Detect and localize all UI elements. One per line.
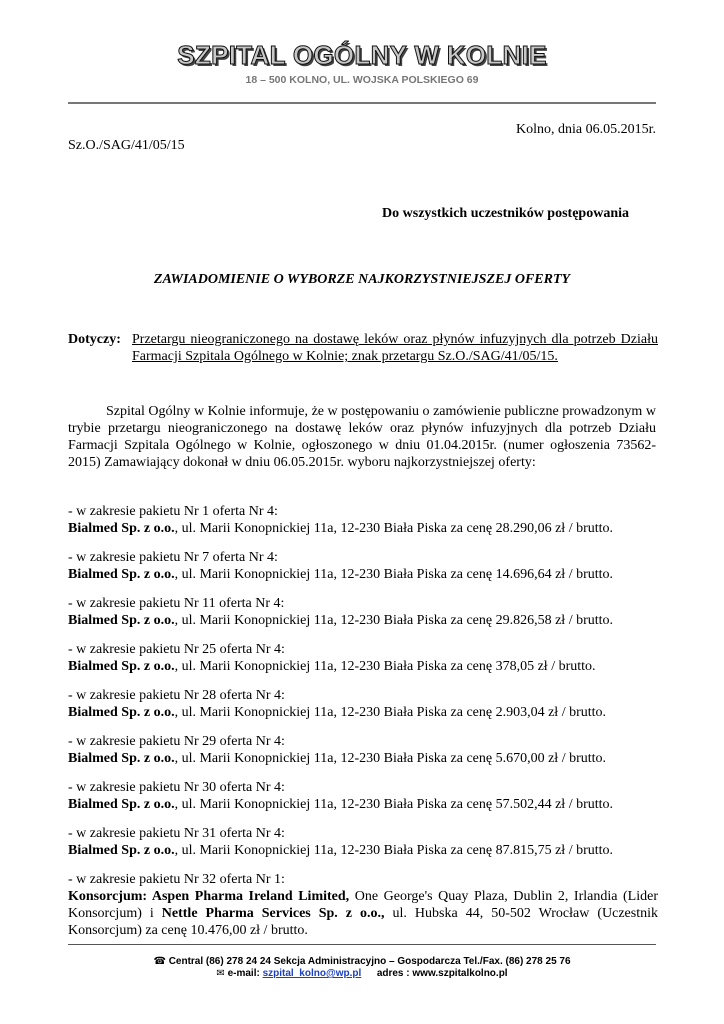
addressee: Do wszystkich uczestników postępowania xyxy=(382,206,629,221)
award-firm: Bialmed Sp. z o.o. xyxy=(68,521,175,536)
award-detail xyxy=(68,888,658,939)
award-item xyxy=(68,549,658,583)
award-scope: - w zakresie pakietu Nr 1 oferta Nr 4: xyxy=(68,504,278,519)
email-label: e-mail: xyxy=(227,968,260,979)
award-detail xyxy=(68,704,658,721)
award-scope: - w zakresie pakietu Nr 7 oferta Nr 4: xyxy=(68,550,278,565)
award-item xyxy=(68,825,658,859)
award-item-consortium xyxy=(68,871,658,939)
award-item xyxy=(68,503,658,537)
award-detail xyxy=(68,842,658,859)
body-paragraph: Szpital Ogólny w Kolnie informuje, że w postępowaniu o zamówienie publiczne prowadzonym w trybie przetargu nieograniczonego na dostawę leków oraz płynów infuzyjnych dla potrzeb Działu Farmacji Szpitala Ogólnego w Kolnie, ogłoszonego w dniu 01.04.2015r. (numer ogłoszenia 73562-2015) Zamawiający dokonał w dniu 06.05.2015r. wyboru najkorzystniejszej oferty: xyxy=(68,404,656,470)
award-item xyxy=(68,641,658,675)
award-scope: - w zakresie pakietu Nr 30 oferta Nr 4: xyxy=(68,780,285,795)
header-divider xyxy=(68,102,656,104)
award-scope: - w zakresie pakietu Nr 25 oferta Nr 4: xyxy=(68,642,285,657)
award-address-price: , ul. Marii Konopnickiej 11a, 12-230 Biała Piska za cenę 87.815,75 zł / brutto. xyxy=(174,843,614,858)
award-firm: Bialmed Sp. z o.o. xyxy=(68,567,175,582)
award-detail xyxy=(68,566,658,583)
award-scope: - w zakresie pakietu Nr 11 oferta Nr 4: xyxy=(68,596,285,611)
hospital-name: SZPITAL OGÓLNY W KOLNIE xyxy=(177,40,547,70)
award-detail xyxy=(68,796,658,813)
place-date: Kolno, dnia 06.05.2015r. xyxy=(516,122,656,137)
subject-label: Dotyczy: xyxy=(68,332,121,347)
award-address-price: , ul. Marii Konopnickiej 11a, 12-230 Biała Piska za cenę 29.826,58 zł / brutto. xyxy=(174,613,614,628)
document-title: ZAWIADOMIENIE O WYBORZE NAJKORZYSTNIEJSZEJ OFERTY xyxy=(153,272,571,287)
award-scope: - w zakresie pakietu Nr 28 oferta Nr 4: xyxy=(68,688,285,703)
footer-web-line xyxy=(0,968,724,979)
award-address-price: , ul. Marii Konopnickiej 11a, 12-230 Biała Piska za cenę 2.903,04 zł / brutto. xyxy=(174,705,607,720)
award-address-price: , ul. Marii Konopnickiej 11a, 12-230 Biała Piska za cenę 378,05 zł / brutto. xyxy=(174,659,596,674)
award-detail xyxy=(68,612,658,629)
award-scope: - w zakresie pakietu Nr 31 oferta Nr 4: xyxy=(68,826,285,841)
award-scope: - w zakresie pakietu Nr 29 oferta Nr 4: xyxy=(68,734,285,749)
award-item xyxy=(68,687,658,721)
member-address-price: ul. Hubska 44, 50-502 Wrocław (Uczestnik Konsorcjum) za cenę 10.476,00 zł / brutto. xyxy=(68,906,659,938)
footer-divider xyxy=(68,944,656,945)
awards-list xyxy=(68,503,658,951)
consortium-member: Nettle Pharma Services Sp. z o.o., xyxy=(161,906,385,921)
mail-icon: ✉ xyxy=(216,968,225,979)
consortium-leader: Konsorcjum: Aspen Pharma Ireland Limited, xyxy=(68,889,350,904)
email-link[interactable]: szpital_kolno@wp.pl xyxy=(262,968,362,979)
award-detail xyxy=(68,658,658,675)
award-firm: Bialmed Sp. z o.o. xyxy=(68,797,175,812)
award-firm: Bialmed Sp. z o.o. xyxy=(68,751,175,766)
award-item xyxy=(68,779,658,813)
award-scope: - w zakresie pakietu Nr 32 oferta Nr 1: xyxy=(68,872,285,887)
subject xyxy=(68,331,658,365)
award-firm: Bialmed Sp. z o.o. xyxy=(68,843,175,858)
footer-contact-line xyxy=(0,956,724,967)
award-firm: Bialmed Sp. z o.o. xyxy=(68,613,175,628)
subject-text: Przetargu nieograniczonego na dostawę leków oraz płynów infuzyjnych dla potrzeb Działu Farmacji Szpitala Ogólnego w Kolnie; znak przetargu Sz.O./SAG/41/05/15. xyxy=(132,332,658,364)
leader-address: One George's Quay Plaza, Dublin 2, Irlandia (Lider Konsorcjum) i xyxy=(68,889,658,921)
award-firm: Bialmed Sp. z o.o. xyxy=(68,659,175,674)
award-detail xyxy=(68,520,658,537)
award-item xyxy=(68,595,658,629)
reference-number: Sz.O./SAG/41/05/15 xyxy=(68,138,185,153)
site-link[interactable]: www.szpitalkolno.pl xyxy=(412,968,508,979)
site-label: adres : xyxy=(376,968,410,979)
award-address-price: , ul. Marii Konopnickiej 11a, 12-230 Biała Piska za cenę 14.696,64 zł / brutto. xyxy=(174,567,614,582)
phone-numbers: Central (86) 278 24 24 Sekcja Administracyjno – Gospodarcza Tel./Fax. (86) 278 25 76 xyxy=(168,956,571,967)
award-firm: Bialmed Sp. z o.o. xyxy=(68,705,175,720)
award-detail xyxy=(68,750,658,767)
award-address-price: , ul. Marii Konopnickiej 11a, 12-230 Biała Piska za cenę 28.290,06 zł / brutto. xyxy=(174,521,614,536)
phone-icon: ☎ xyxy=(153,956,166,967)
hospital-address: 18 – 500 KOLNO, UL. WOJSKA POLSKIEGO 69 xyxy=(245,74,479,86)
award-item xyxy=(68,733,658,767)
award-address-price: , ul. Marii Konopnickiej 11a, 12-230 Biała Piska za cenę 5.670,00 zł / brutto. xyxy=(174,751,607,766)
award-address-price: , ul. Marii Konopnickiej 11a, 12-230 Biała Piska za cenę 57.502,44 zł / brutto. xyxy=(174,797,614,812)
